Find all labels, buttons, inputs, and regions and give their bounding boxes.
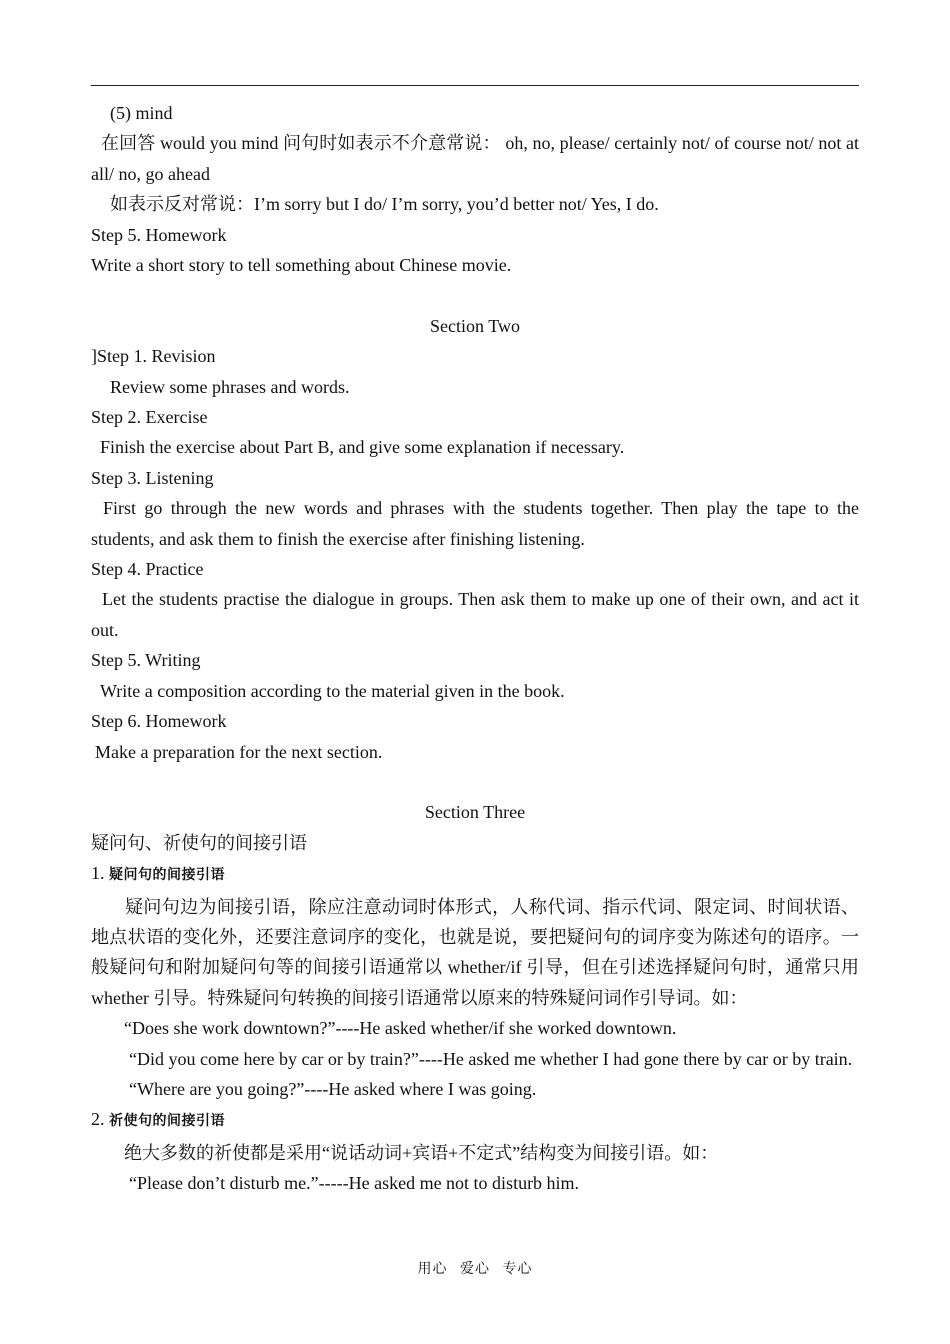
document-body xyxy=(91,98,859,1199)
step5-homework-heading: Step 5. Homework xyxy=(91,224,227,245)
s2-step5-text: Write a composition according to the material given in the book. xyxy=(100,680,565,701)
heading-1-text: 疑问句的间接引语 xyxy=(109,868,225,884)
mind-agree-para: 在回答 would you mind 问句时如表示不介意常说： oh, no, please/ certainly not/ of course not/ not at all/ no, go ahead xyxy=(91,133,859,184)
step5-homework-text: Write a short story to tell something about Chinese movie. xyxy=(91,255,512,276)
section-two-title: Section Two xyxy=(430,315,520,336)
s2-step6-heading: Step 6. Homework xyxy=(91,711,227,732)
s2-step3-text: First go through the new words and phrases with the students together. Then play the tape to the students, and ask them to finish the exercise after finishing listening. xyxy=(91,498,859,549)
s2-step3-heading: Step 3. Listening xyxy=(91,467,214,488)
s2-step4-text: Let the students practise the dialogue in groups. Then ask them to make up one of their own, and act it out. xyxy=(91,589,859,640)
spacer xyxy=(91,767,859,797)
s3-paragraph-1: 疑问句边为间接引语，除应注意动词时体形式，人称代词、指示代词、限定词、时间状语、地点状语的变化外，还要注意词序的变化，也就是说，要把疑问句的词序变为陈述句的语序。一般疑问句和附加疑问句等的间接引语通常以 whether/if 引导，但在引述选择疑问句时，通常只用 whether 引导。特殊疑问句转换的间接引语通常以原来的特殊疑问词作引导词。如： xyxy=(91,896,859,1008)
s3-heading-2 xyxy=(91,1104,859,1137)
s3-heading-1 xyxy=(91,858,859,891)
s2-step4-heading: Step 4. Practice xyxy=(91,559,204,580)
heading-2-text: 祈使句的间接引语 xyxy=(109,1114,225,1130)
example-4: “Please don’t disturb me.”-----He asked me not to disturb him. xyxy=(129,1173,580,1194)
s2-step2-heading: Step 2. Exercise xyxy=(91,407,208,428)
s2-step1-heading: ]Step 1. Revision xyxy=(91,346,216,367)
s2-step6-text: Make a preparation for the next section. xyxy=(95,741,383,762)
s3-paragraph-2: 绝大多数的祈使都是采用“说话动词+宾语+不定式”结构变为间接引语。如： xyxy=(124,1142,719,1163)
s2-step2-text: Finish the exercise about Part B, and give some explanation if necessary. xyxy=(100,437,625,458)
section-three-title: Section Three xyxy=(424,802,526,823)
spacer xyxy=(91,280,859,310)
header-rule xyxy=(91,85,859,86)
example-3: “Where are you going?”----He asked where I was going. xyxy=(129,1078,537,1099)
item-5-mind: (5) mind xyxy=(110,103,173,123)
s2-step5-heading: Step 5. Writing xyxy=(91,650,201,671)
example-1: “Does she work downtown?”----He asked whether/if she worked downtown. xyxy=(124,1018,677,1039)
heading-2-number: 2. xyxy=(91,1109,105,1130)
s3-topic: 疑问句、祈使句的间接引语 xyxy=(91,832,307,853)
page-footer: 用心 爱心 专心 xyxy=(417,1262,533,1277)
example-2: “Did you come here by car or by train?”----He asked me whether I had gone there by car or by train. xyxy=(129,1048,853,1069)
s2-step1-text: Review some phrases and words. xyxy=(110,376,350,397)
mind-disagree-line: 如表示反对常说：I’m sorry but I do/ I’m sorry, you’d better not/ Yes, I do. xyxy=(110,194,659,215)
heading-1-number: 1. xyxy=(91,863,105,884)
